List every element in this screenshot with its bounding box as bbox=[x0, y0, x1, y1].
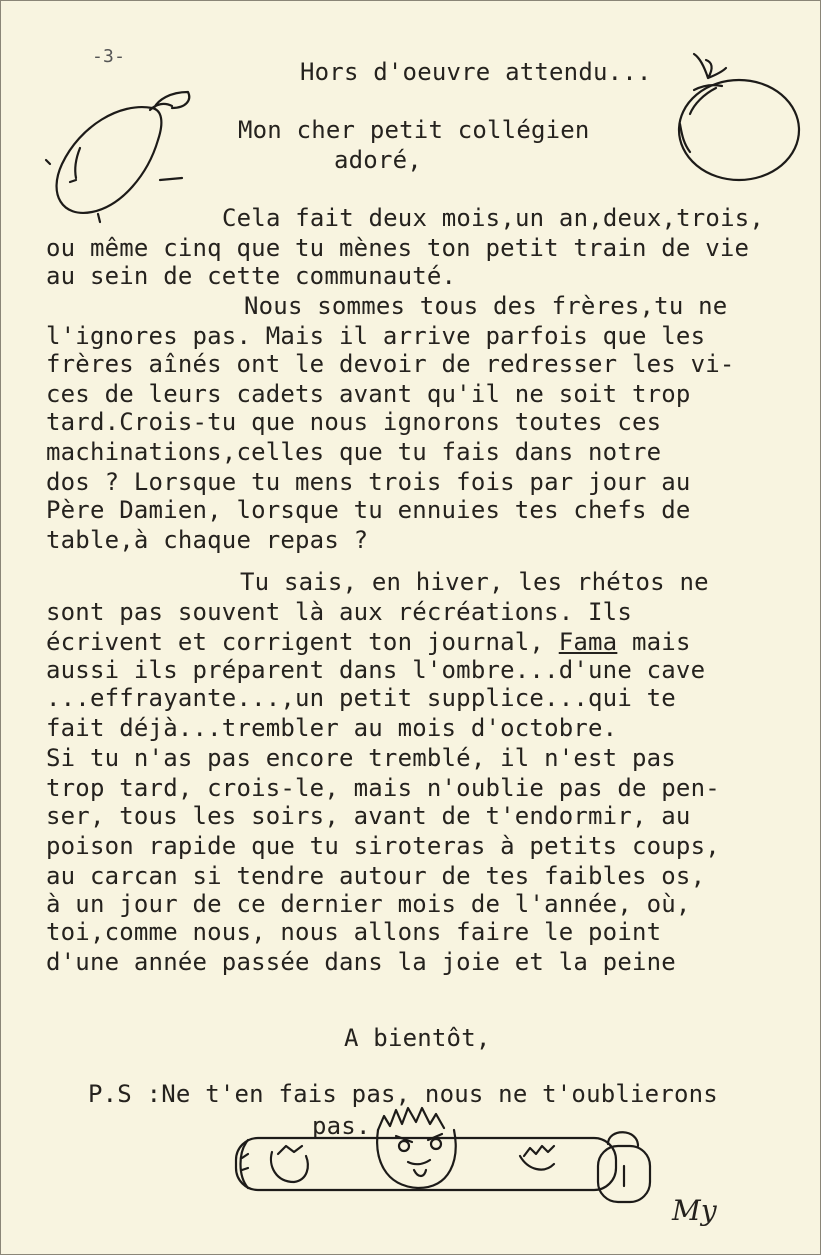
paragraph-3-line-11: au carcan si tendre autour de tes faibles os, bbox=[46, 862, 706, 890]
paragraph-3-line-14: d'une année passée dans la joie et la peine bbox=[46, 948, 676, 976]
page-mark: -3- bbox=[92, 46, 126, 67]
journal-name: Fama bbox=[558, 628, 618, 656]
paragraph-2-line-6: machinations,celles que tu fais dans notre bbox=[46, 438, 662, 466]
salutation-line-2: adoré, bbox=[334, 146, 422, 174]
paragraph-3-line-5: ...effrayante...,un petit supplice...qui te bbox=[46, 684, 676, 712]
paragraph-3-line-6: fait déjà...trembler au mois d'octobre. bbox=[46, 714, 618, 742]
paragraph-3-line-9: ser, tous les soirs, avant de t'endormir, au bbox=[46, 802, 691, 830]
paragraph-2-line-5: tard.Crois-tu que nous ignorons toutes ces bbox=[46, 408, 662, 436]
paragraph-2-line-9: table,à chaque repas ? bbox=[46, 526, 369, 554]
paragraph-2-line-7: dos ? Lorsque tu mens trois fois par jour au bbox=[46, 468, 691, 496]
closing: A bientôt, bbox=[344, 1024, 491, 1052]
paragraph-3-line-1: Tu sais, en hiver, les rhétos ne bbox=[240, 568, 709, 596]
paragraph-3-line-12: à un jour de ce dernier mois de l'année, où, bbox=[46, 890, 691, 918]
paragraph-1-line-1: Cela fait deux mois,un an,deux,trois, bbox=[222, 204, 765, 232]
signature: My bbox=[672, 1194, 717, 1227]
paragraph-2-line-8: Père Damien, lorsque tu ennuies tes chefs de bbox=[46, 496, 691, 524]
paragraph-2-line-2: l'ignores pas. Mais il arrive parfois que les bbox=[46, 322, 706, 350]
paragraph-3-line-3-start: écrivent et corrigent ton journal, bbox=[46, 628, 559, 656]
salutation-line-1: Mon cher petit collégien bbox=[238, 116, 590, 144]
paragraph-3-line-7: Si tu n'as pas encore tremblé, il n'est pas bbox=[46, 744, 676, 772]
paragraph-3-line-10: poison rapide que tu siroteras à petits coups, bbox=[46, 832, 720, 860]
paragraph-1-line-3: au sein de cette communauté. bbox=[46, 262, 457, 290]
paragraph-2-line-4: ces de leurs cadets avant qu'il ne soit trop bbox=[46, 380, 691, 408]
postscript-line-1: P.S :Ne t'en fais pas, nous ne t'oublierons bbox=[88, 1080, 718, 1108]
pear-drawing bbox=[40, 86, 200, 226]
paragraph-1-line-2: ou même cinq que tu mènes ton petit train de vie bbox=[46, 234, 750, 262]
paragraph-3-line-13: toi,comme nous, nous allons faire le point bbox=[46, 918, 662, 946]
paragraph-3-line-2: sont pas souvent là aux récréations. Ils bbox=[46, 598, 632, 626]
pillory-drawing bbox=[228, 1100, 668, 1220]
paragraph-3-line-3 bbox=[46, 628, 691, 656]
apple-drawing bbox=[664, 44, 814, 194]
paragraph-3-line-8: trop tard, crois-le, mais n'oublie pas de pen- bbox=[46, 774, 720, 802]
paragraph-2-line-3: frères aînés ont le devoir de redresser les vi- bbox=[46, 350, 735, 378]
paragraph-2-line-1: Nous sommes tous des frères,tu ne bbox=[244, 292, 728, 320]
paragraph-3-line-3-end: mais bbox=[617, 628, 691, 656]
postscript-line-2: pas. bbox=[312, 1112, 371, 1140]
paragraph-3-line-4: aussi ils préparent dans l'ombre...d'une cave bbox=[46, 656, 706, 684]
letter-title: Hors d'oeuvre attendu... bbox=[300, 58, 652, 86]
